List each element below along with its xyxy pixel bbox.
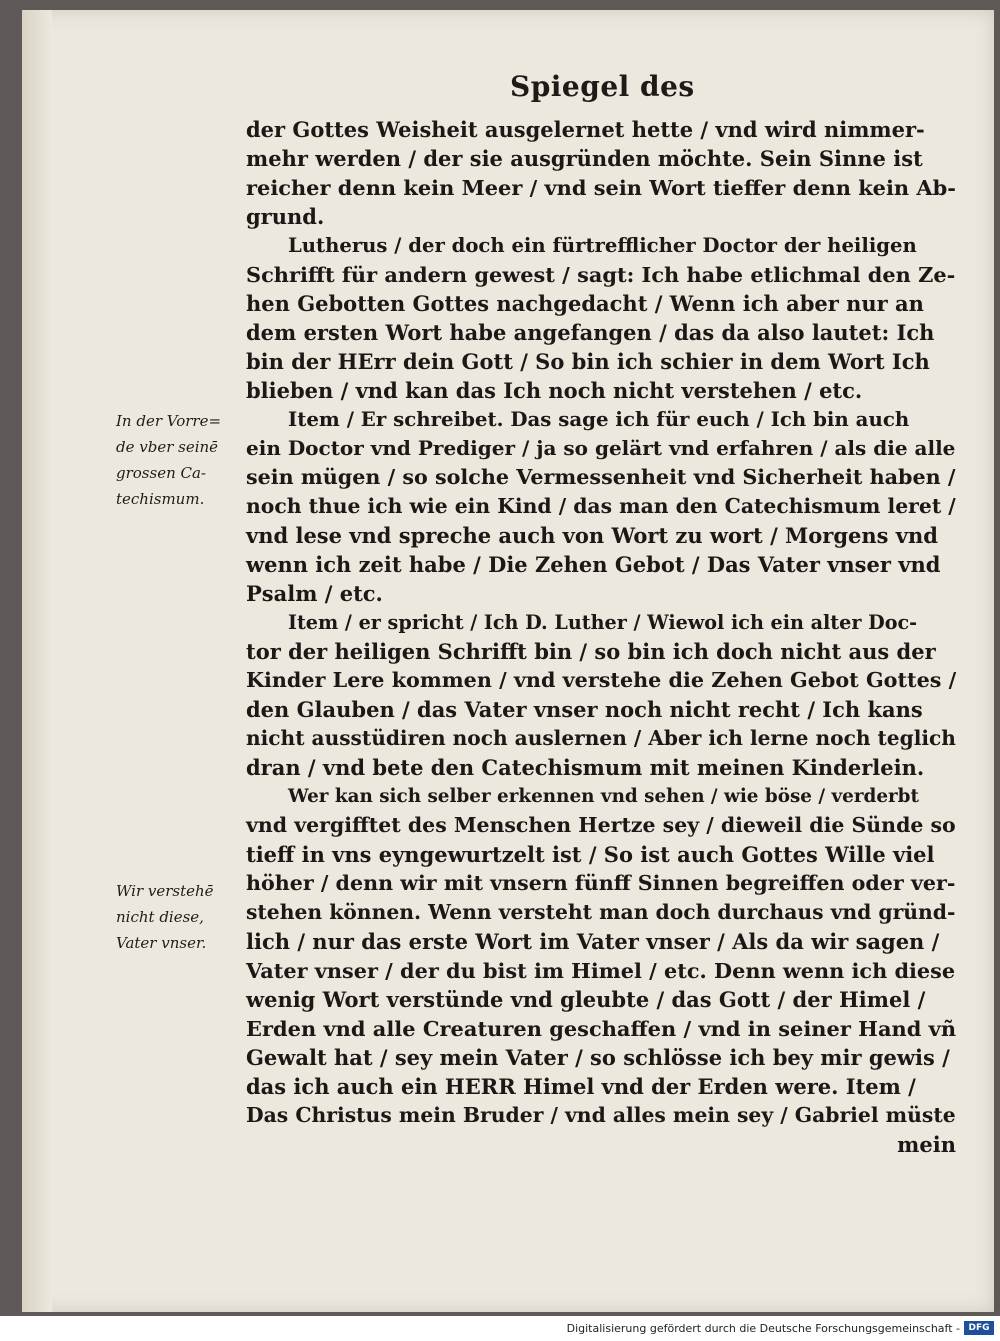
text-line: Schrifft für andern gewest / sagt: Ich habe etlichmal den Ze-: [246, 262, 956, 287]
text-line: dem ersten Wort habe angefangen / das da also lautet: Ich: [246, 320, 935, 345]
text-line: Psalm / etc.: [246, 581, 383, 606]
text-line: reicher denn kein Meer / vnd sein Wort tieffer denn kein Ab-: [246, 175, 956, 200]
text-line: noch thue ich wie ein Kind / das man den Catechismum leret /: [246, 494, 956, 518]
text-line: wenig Wort verstünde vnd gleubte / das Gott / der Himel /: [246, 987, 926, 1012]
text-line: Item / Er schreibet. Das sage ich für euch / Ich bin auch: [288, 407, 910, 431]
margin-note-line: techismum.: [116, 490, 205, 508]
text-line: Item / er spricht / Ich D. Luther / Wiewol ich ein alter Doc-: [288, 611, 918, 634]
margin-note-line: In der Vorre=: [116, 412, 222, 430]
catchword: mein: [897, 1132, 956, 1157]
footer-bar: [0, 1316, 1000, 1341]
text-line: den Glauben / das Vater vnser noch nicht recht / Ich kans: [246, 697, 923, 722]
margin-note-vorrede: [116, 408, 256, 512]
body-text: [246, 115, 956, 1159]
text-line: tor der heiligen Schrifft bin / so bin ich doch nicht aus der: [246, 639, 936, 664]
text-line: höher / denn wir mit vnsern fünff Sinnen begreiffen oder ver-: [246, 871, 956, 895]
text-line: Erden vnd alle Creaturen geschaffen / vnd in seiner Hand vñ: [246, 1016, 957, 1041]
margin-note-line: grossen Ca-: [116, 464, 206, 482]
margin-note-line: Vater vnser.: [116, 934, 207, 952]
text-line: Vater vnser / der du bist im Himel / etc. Denn wenn ich diese: [246, 958, 956, 983]
text-line: dran / vnd bete den Catechismum mit meinen Kinderlein.: [246, 755, 925, 780]
running-title: Spiegel des: [510, 70, 695, 103]
text-line: ein Doctor vnd Prediger / ja so gelärt vnd erfahren / als die alle: [246, 436, 956, 460]
text-line: vnd vergifftet des Menschen Hertze sey / dieweil die Sünde so: [246, 813, 956, 837]
dfg-logo: DFG: [964, 1321, 994, 1335]
book-page: [22, 10, 994, 1312]
text-line: wenn ich zeit habe / Die Zehen Gebot / Das Vater vnser vnd: [246, 552, 941, 577]
margin-note-line: Wir verstehē: [116, 882, 214, 900]
text-line: lich / nur das erste Wort im Vater vnser / Als da wir sagen /: [246, 929, 940, 954]
text-line: der Gottes Weisheit ausgelernet hette / vnd wird nimmer-: [246, 117, 925, 142]
margin-note-vater-vnser: [116, 878, 256, 956]
text-line: grund.: [246, 204, 325, 229]
text-line: stehen können. Wenn versteht man doch durchaus vnd gründ-: [246, 900, 956, 924]
text-line: bin der HErr dein Gott / So bin ich schier in dem Wort Ich: [246, 349, 930, 374]
text-line: vnd lese vnd spreche auch von Wort zu wort / Morgens vnd: [246, 523, 938, 548]
text-line: Lutherus / der doch ein fürtrefflicher Doctor der heiligen: [288, 234, 917, 257]
funding-credit: Digitalisierung gefördert durch die Deutsche Forschungsgemeinschaft -: [566, 1322, 960, 1335]
text-line: blieben / vnd kan das Ich noch nicht verstehen / etc.: [246, 378, 863, 403]
text-line: Wer kan sich selber erkennen vnd sehen / wie böse / verderbt: [288, 786, 919, 807]
page-gutter-shadow: [22, 10, 52, 1312]
text-line: das ich auch ein HERR Himel vnd der Erden were. Item /: [246, 1074, 916, 1099]
margin-note-line: de vber seinē: [116, 438, 219, 456]
text-line: nicht ausstüdiren noch auslernen / Aber ich lerne noch teglich: [246, 726, 956, 750]
text-line: sein mügen / so solche Vermessenheit vnd Sicherheit haben /: [246, 465, 956, 489]
text-line: Das Christus mein Bruder / vnd alles mein sey / Gabriel müste: [246, 1103, 956, 1127]
text-line: tieff in vns eyngewurtzelt ist / So ist auch Gottes Wille viel: [246, 842, 935, 867]
text-line: mehr werden / der sie ausgründen möchte. Sein Sinne ist: [246, 146, 923, 171]
margin-note-line: nicht diese,: [116, 908, 204, 926]
text-line: hen Gebotten Gottes nachgedacht / Wenn ich aber nur an: [246, 291, 924, 316]
text-line: Kinder Lere kommen / vnd verstehe die Zehen Gebot Gottes /: [246, 668, 957, 692]
text-line: Gewalt hat / sey mein Vater / so schlösse ich bey mir gewis /: [246, 1045, 950, 1070]
